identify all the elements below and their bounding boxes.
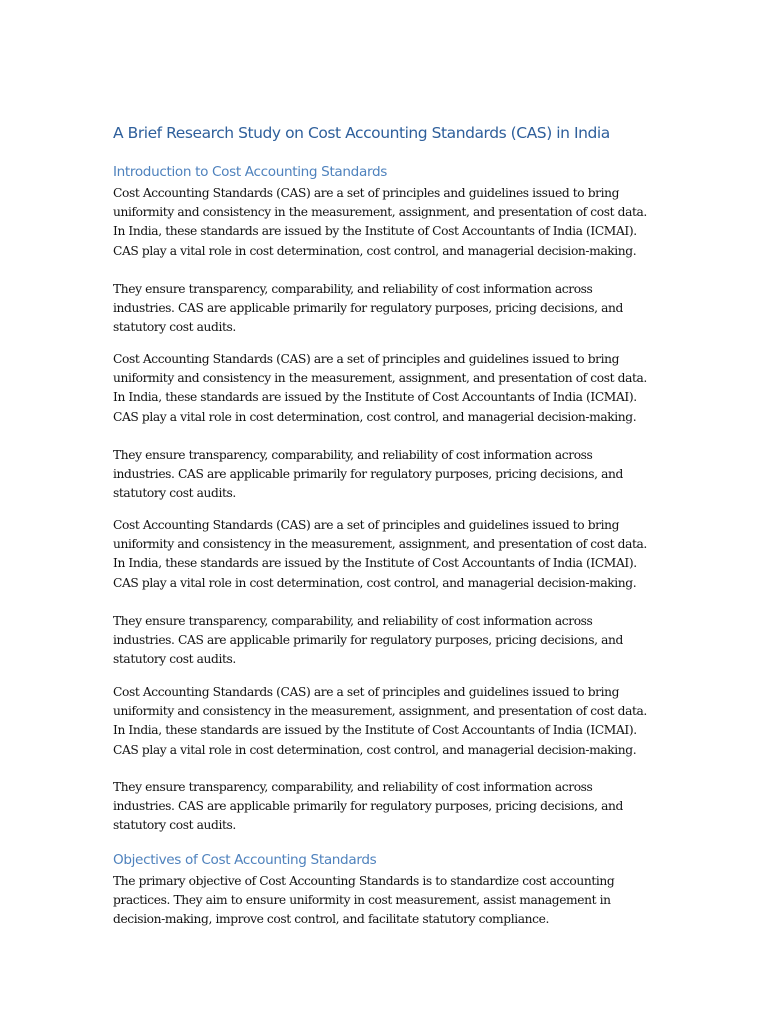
paragraph-line: The primary objective of Cost Accounting Standards is to standardize cost accounting: [113, 874, 615, 888]
section-heading-introduction: Introduction to Cost Accounting Standards: [113, 164, 387, 180]
paragraph-line: CAS play a vital role in cost determination, cost control, and managerial decision-making.: [113, 243, 637, 258]
paragraph: [113, 280, 623, 338]
paragraph-line: Cost Accounting Standards (CAS) are a set of principles and guidelines issued to bring: [113, 352, 620, 366]
paragraph: [113, 683, 647, 760]
paragraph-line: In India, these standards are issued by the Institute of Cost Accountants of India (ICMAI).: [113, 224, 637, 239]
paragraph: [113, 612, 623, 670]
paragraph-line: In India, these standards are issued by the Institute of Cost Accountants of India (ICMAI).: [113, 390, 637, 405]
paragraph: [113, 350, 647, 427]
paragraph-line: uniformity and consistency in the measurement, assignment, and presentation of cost data.: [113, 537, 647, 552]
paragraph: [113, 778, 623, 836]
paragraph: [113, 872, 614, 930]
paragraph-line: uniformity and consistency in the measurement, assignment, and presentation of cost data.: [113, 205, 647, 220]
document-title: A Brief Research Study on Cost Accounting Standards (CAS) in India: [113, 124, 610, 142]
section-heading-objectives: Objectives of Cost Accounting Standards: [113, 852, 377, 868]
paragraph-line: uniformity and consistency in the measurement, assignment, and presentation of cost data.: [113, 371, 647, 386]
paragraph-line: CAS play a vital role in cost determination, cost control, and managerial decision-making.: [113, 575, 637, 590]
paragraph-line: In India, these standards are issued by the Institute of Cost Accountants of India (ICMAI).: [113, 556, 637, 571]
paragraph-line: statutory cost audits.: [113, 486, 236, 501]
paragraph: [113, 516, 647, 593]
paragraph-line: statutory cost audits.: [113, 652, 236, 667]
paragraph-line: Cost Accounting Standards (CAS) are a set of principles and guidelines issued to bring: [113, 685, 620, 699]
paragraph-line: industries. CAS are applicable primarily for regulatory purposes, pricing decisions, and: [113, 633, 623, 648]
paragraph-line: They ensure transparency, comparability, and reliability of cost information across: [113, 448, 593, 462]
paragraph-line: In India, these standards are issued by the Institute of Cost Accountants of India (ICMAI).: [113, 723, 637, 738]
paragraph-line: statutory cost audits.: [113, 320, 236, 335]
paragraph-line: decision-making, improve cost control, and facilitate statutory compliance.: [113, 912, 549, 927]
paragraph-line: industries. CAS are applicable primarily for regulatory purposes, pricing decisions, and: [113, 799, 623, 814]
paragraph-line: industries. CAS are applicable primarily for regulatory purposes, pricing decisions, and: [113, 301, 623, 316]
paragraph-line: CAS play a vital role in cost determination, cost control, and managerial decision-making.: [113, 742, 637, 757]
paragraph: [113, 184, 647, 261]
paragraph-line: practices. They aim to ensure uniformity in cost measurement, assist management in: [113, 893, 611, 908]
paragraph-line: industries. CAS are applicable primarily for regulatory purposes, pricing decisions, and: [113, 467, 623, 482]
paragraph-line: They ensure transparency, comparability, and reliability of cost information across: [113, 780, 593, 794]
paragraph-line: They ensure transparency, comparability, and reliability of cost information across: [113, 614, 593, 628]
paragraph-line: statutory cost audits.: [113, 818, 236, 833]
paragraph-line: They ensure transparency, comparability, and reliability of cost information across: [113, 282, 593, 296]
paragraph: [113, 446, 623, 504]
paragraph-line: Cost Accounting Standards (CAS) are a set of principles and guidelines issued to bring: [113, 186, 620, 200]
paragraph-line: Cost Accounting Standards (CAS) are a set of principles and guidelines issued to bring: [113, 518, 620, 532]
paragraph-line: uniformity and consistency in the measurement, assignment, and presentation of cost data.: [113, 704, 647, 719]
paragraph-line: CAS play a vital role in cost determination, cost control, and managerial decision-making.: [113, 409, 637, 424]
